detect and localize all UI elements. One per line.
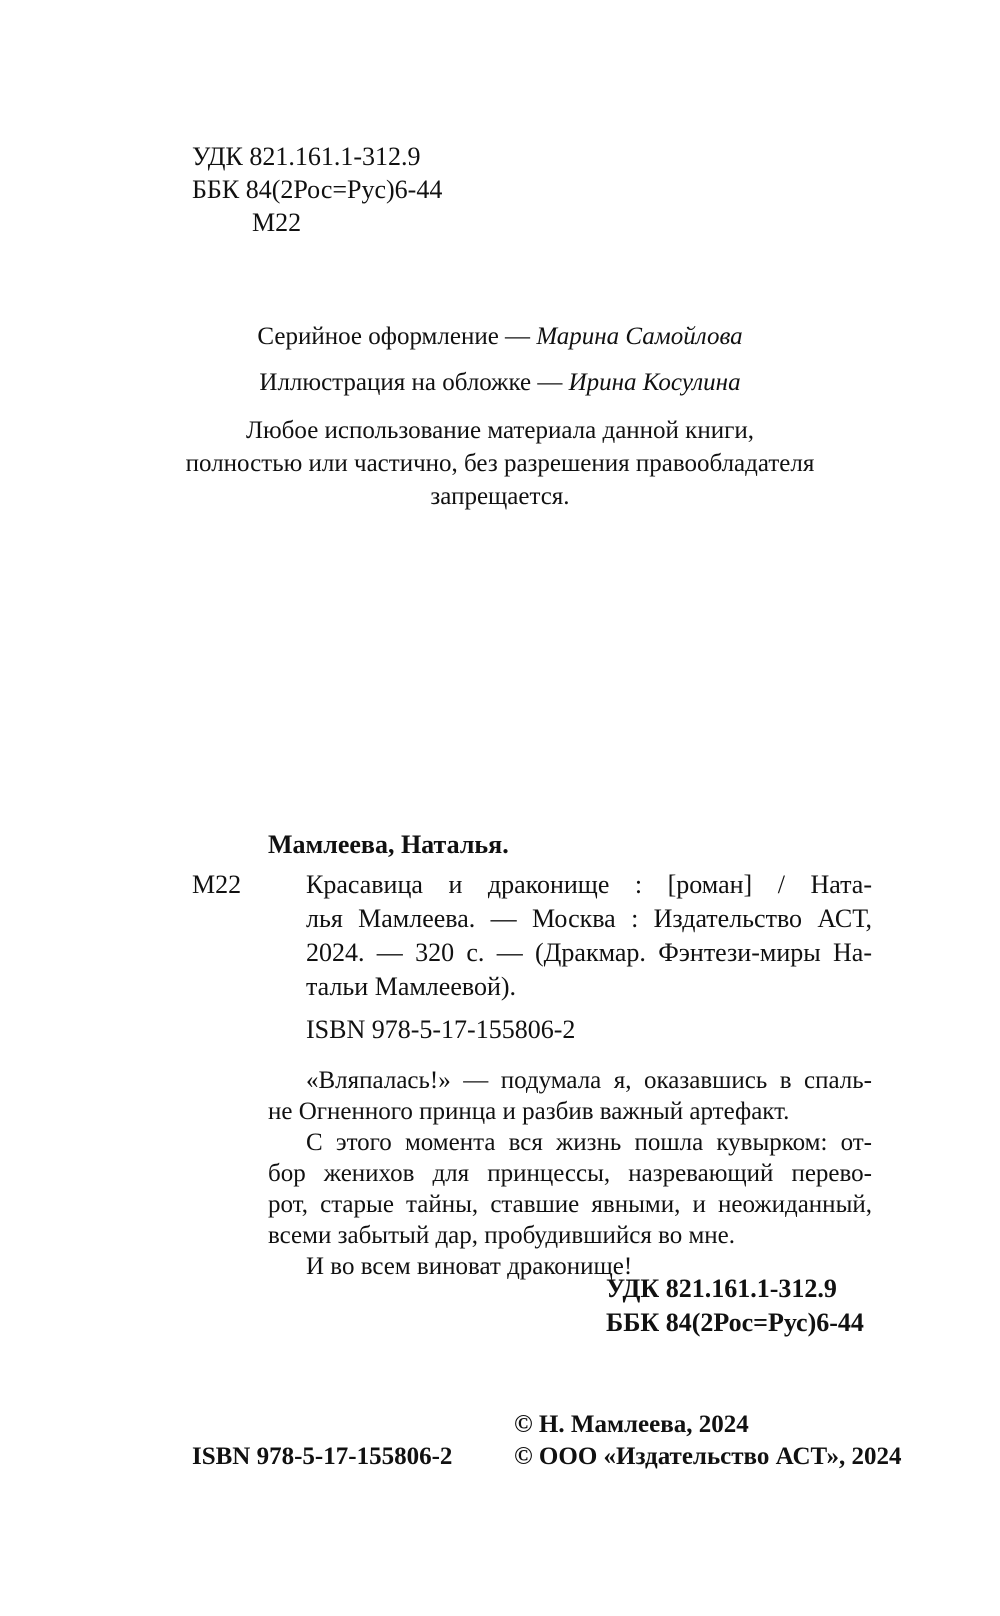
copyright-publisher: © ООО «Издательство АСТ», 2024	[514, 1443, 902, 1470]
entry-code: М22	[192, 870, 242, 899]
classification-codes	[606, 1272, 864, 1340]
entry-description	[306, 868, 872, 1004]
classification-udk: УДК 821.161.1-312.9	[606, 1274, 837, 1303]
header-classification	[192, 140, 592, 239]
header-bbk: ББК 84(2Рос=Рус)6-44	[192, 175, 443, 204]
header-udk: УДК 821.161.1-312.9	[192, 142, 421, 171]
copyright-author: © Н. Мамлеева, 2024	[514, 1411, 749, 1438]
cover-illustration-credit	[180, 366, 820, 412]
isbn-bottom: ISBN 978-5-17-155806-2	[192, 1443, 453, 1470]
series-design-label: Серийное оформление —	[257, 323, 537, 350]
cover-illustration-label: Иллюстрация на обложке —	[259, 369, 569, 396]
series-design-credit	[180, 320, 820, 366]
annotation-line: С этого момента вся жизнь пошла кувырком: от-	[306, 1129, 872, 1156]
entry-description-line: Красавица и драконище : [роман] / Ната-	[306, 870, 872, 899]
cover-illustration-name: Ирина Косулина	[568, 369, 741, 396]
annotation-line: рот, старые тайны, ставшие явными, и неожиданный,	[268, 1191, 872, 1218]
entry-description-line: тальи Мамлеевой).	[306, 972, 517, 1001]
annotation-line: всеми забытый дар, пробудившийся во мне.	[268, 1222, 736, 1249]
credits	[180, 320, 820, 412]
rights-notice	[150, 414, 850, 513]
classification-bbk: ББК 84(2Рос=Рус)6-44	[606, 1308, 864, 1337]
entry-isbn: ISBN 978-5-17-155806-2	[306, 1015, 576, 1044]
rights-line: полностью или частично, без разрешения правообладателя	[185, 450, 815, 477]
rights-line: Любое использование материала данной книги,	[246, 417, 754, 444]
annotation	[268, 1065, 872, 1282]
rights-line: запрещается.	[430, 483, 570, 510]
copyright	[514, 1408, 902, 1472]
header-author-mark: М22	[252, 208, 302, 237]
entry-description-line: лья Мамлеева. — Москва : Издательство АСТ,	[306, 904, 872, 933]
series-design-name: Марина Самойлова	[536, 323, 743, 350]
entry-description-line: 2024. — 320 с. — (Дракмар. Фэнтези-миры На-	[306, 938, 872, 967]
entry-author: Мамлеева, Наталья.	[268, 830, 509, 859]
annotation-line: бор женихов для принцессы, назревающий перево-	[268, 1160, 872, 1187]
annotation-line: не Огненного принца и разбив важный артефакт.	[268, 1098, 790, 1125]
annotation-line: «Вляпалась!» — подумала я, оказавшись в спаль-	[306, 1067, 872, 1094]
annotation-line: И во всем виноват драконище!	[306, 1253, 633, 1280]
